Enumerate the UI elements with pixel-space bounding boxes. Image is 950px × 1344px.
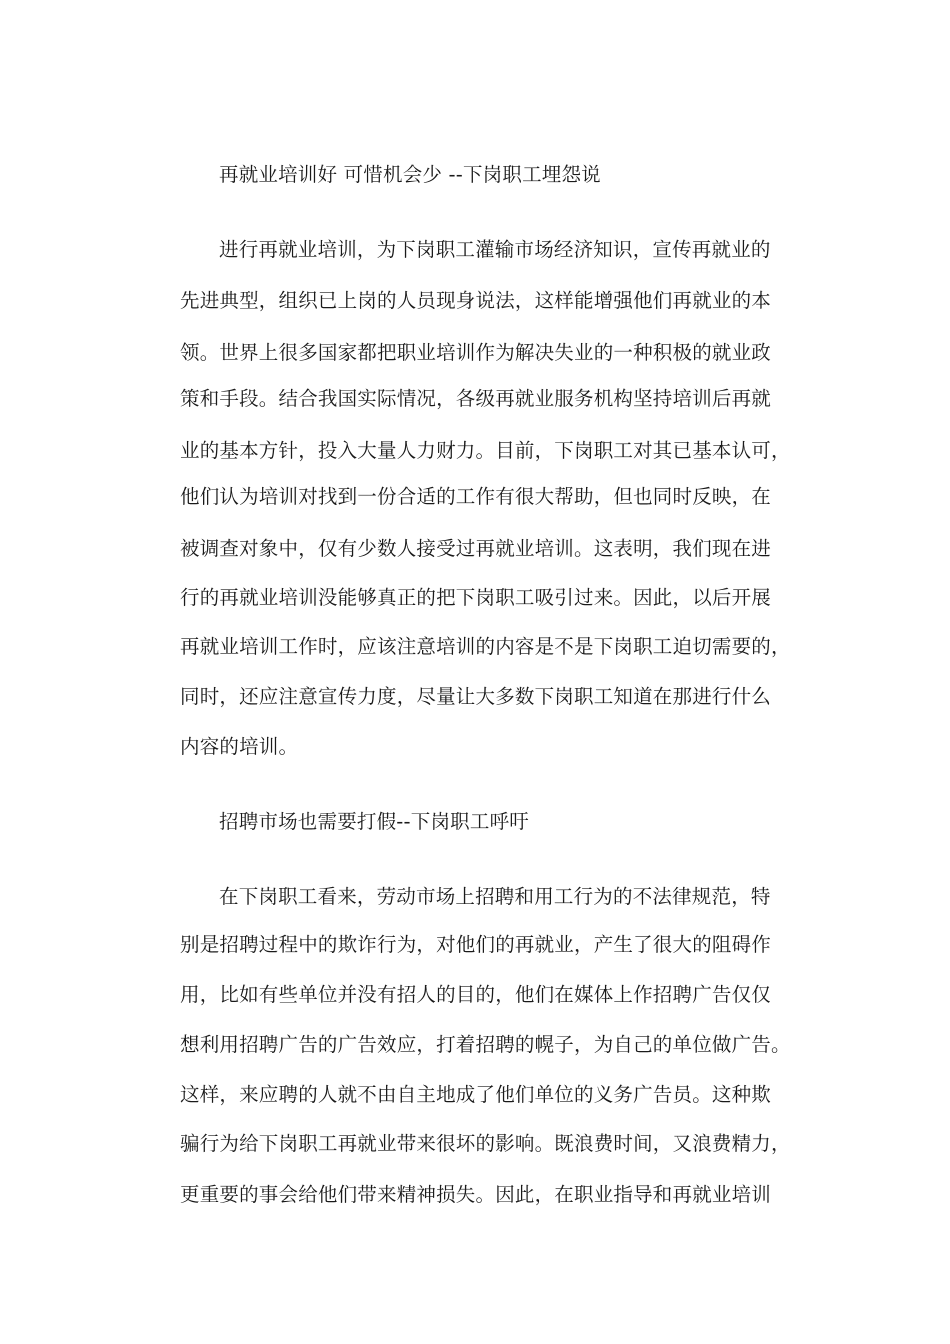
paragraph-2-line: 想利用招聘广告的广告效应，打着招聘的幌子，为自己的单位做广告。 [180,1033,791,1056]
paragraph-2-line: 用，比如有些单位并没有招人的目的，他们在媒体上作招聘广告仅仅 [180,983,772,1006]
paragraph-2-line: 骗行为给下岗职工再就业带来很坏的影响。既浪费时间，又浪费精力， [180,1132,791,1155]
paragraph-1-line: 同时，还应注意宣传力度，尽量让大多数下岗职工知道在那进行什么 [180,685,772,708]
paragraph-1-line: 进行再就业培训，为下岗职工灌输市场经济知识，宣传再就业的 [219,238,771,261]
paragraph-1-line: 再就业培训工作时，应该注意培训的内容是不是下岗职工迫切需要的， [180,635,791,658]
section-heading-2: 招聘市场也需要打假--下岗职工呼吁 [219,810,529,833]
paragraph-1-line: 内容的培训。 [180,735,299,758]
paragraph-1-line: 策和手段。结合我国实际情况，各级再就业服务机构坚持培训后再就 [180,387,772,410]
section-heading-1: 再就业培训好 可惜机会少 --下岗职工埋怨说 [219,163,601,186]
paragraph-2-line: 更重要的事会给他们带来精神损失。因此，在职业指导和再就业培训 [180,1183,772,1206]
paragraph-2-line: 别是招聘过程中的欺诈行为，对他们的再就业，产生了很大的阻碍作 [180,933,772,956]
paragraph-1-line: 被调查对象中，仅有少数人接受过再就业培训。这表明，我们现在进 [180,537,772,560]
paragraph-2-line: 在下岗职工看来，劳动市场上招聘和用工行为的不法律规范，特 [219,885,771,908]
paragraph-2-line: 这样，来应聘的人就不由自主地成了他们单位的义务广告员。这种欺 [180,1083,772,1106]
paragraph-1-line: 行的再就业培训没能够真正的把下岗职工吸引过来。因此，以后开展 [180,586,772,609]
paragraph-1-line: 先进典型，组织已上岗的人员现身说法，这样能增强他们再就业的本 [180,289,772,312]
paragraph-1-line: 业的基本方针，投入大量人力财力。目前，下岗职工对其已基本认可， [180,439,791,462]
paragraph-1-line: 他们认为培训对找到一份合适的工作有很大帮助，但也同时反映，在 [180,485,772,508]
paragraph-1-line: 领。世界上很多国家都把职业培训作为解决失业的一种积极的就业政 [180,341,772,364]
